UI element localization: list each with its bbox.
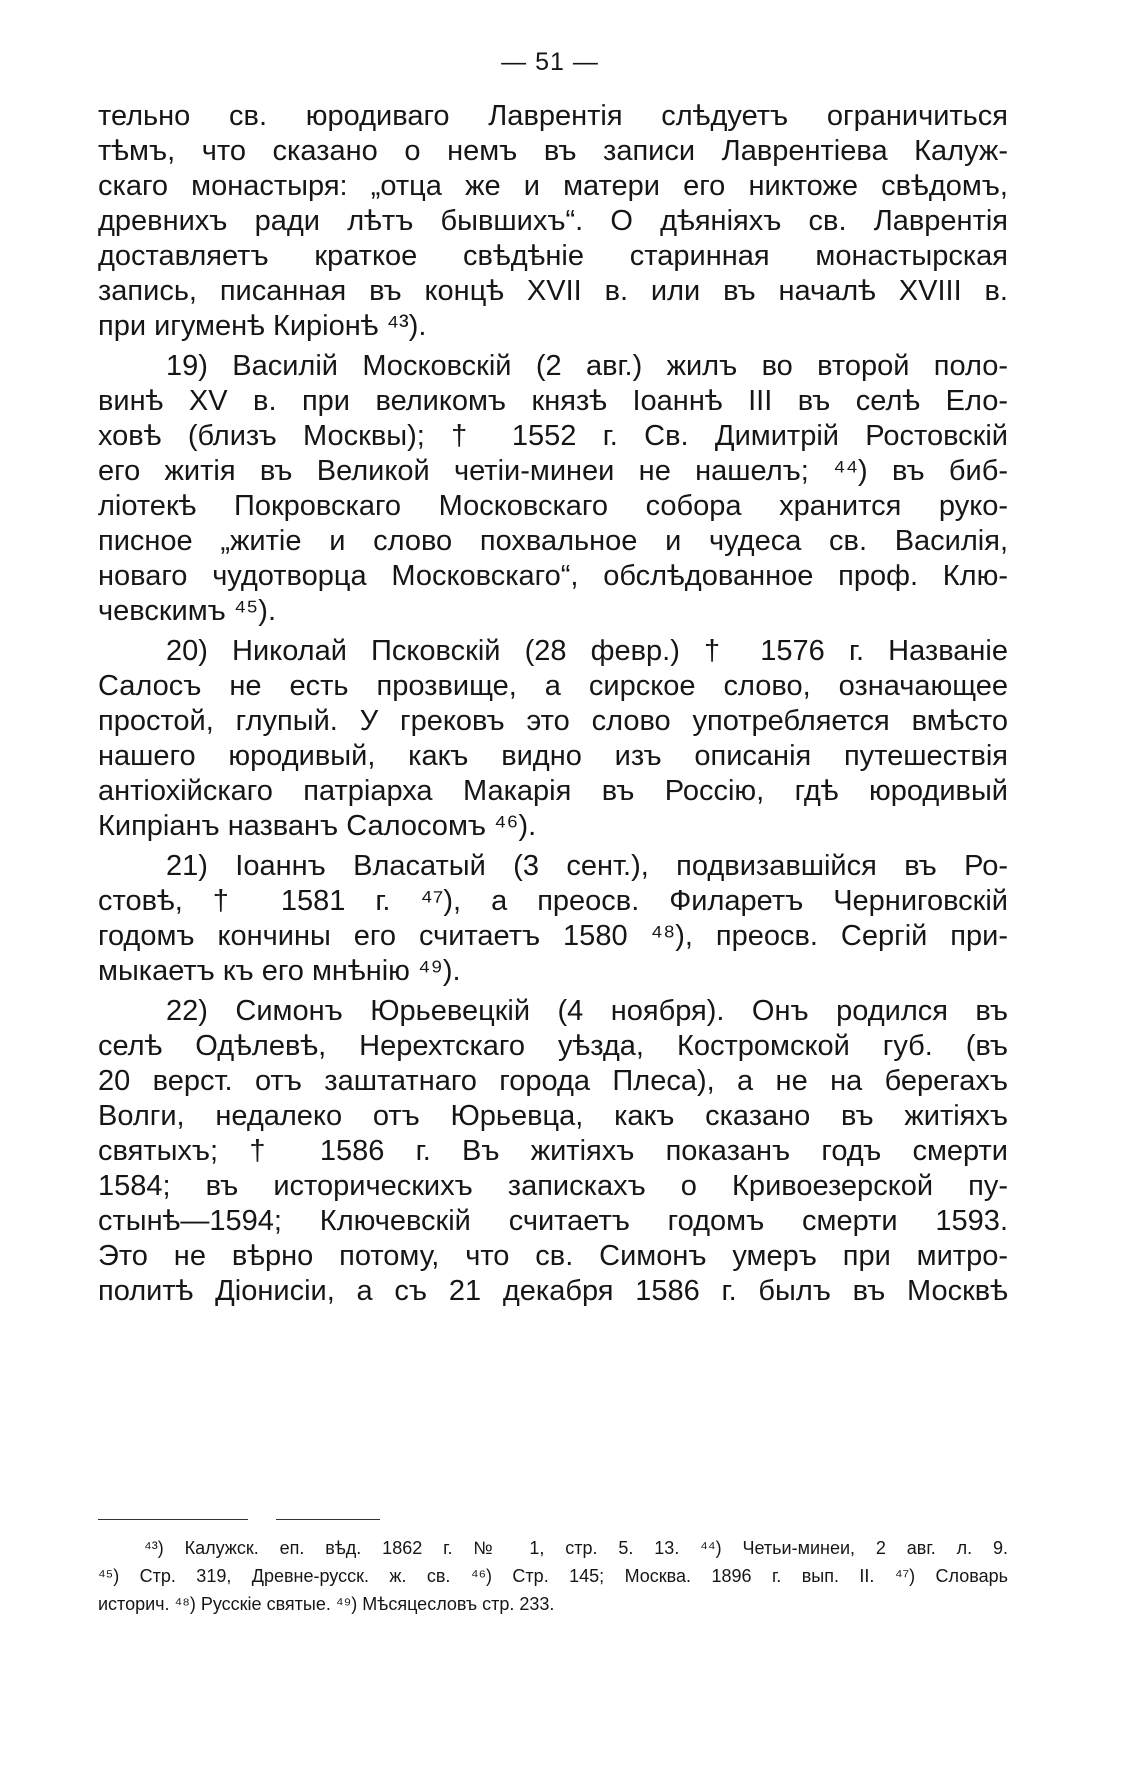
- text-line: Это не вѣрно потому, что св. Симонъ умеръ при митро-: [98, 1240, 1008, 1272]
- paragraph-start-line: 21) Іоаннъ Власатый (3 сент.), подвизавшійся въ Ро-: [166, 850, 1008, 882]
- text-line: винѣ XV в. при великомъ князѣ Іоаннѣ III въ селѣ Ело-: [98, 385, 1008, 417]
- paragraph-start-line: 22) Симонъ Юрьевецкій (4 ноября). Онъ родился въ: [166, 995, 1008, 1027]
- text-line: писное „житіе и слово похвальное и чудеса св. Василія,: [98, 525, 1008, 557]
- text-line: тельно св. юродиваго Лаврентія слѣдуетъ ограничиться: [98, 100, 1008, 132]
- text-line: стовѣ, † 1581 г. ⁴⁷), а преосв. Филаретъ Черниговскій: [98, 885, 1008, 917]
- footnote-line: ⁴³) Калужск. еп. вѣд. 1862 г. № 1, стр. 5. 13. ⁴⁴) Четьи-минеи, 2 авг. л. 9.: [144, 1538, 1008, 1558]
- text-line: его житія въ Великой четіи-минеи не нашелъ; ⁴⁴) въ биб-: [98, 455, 1008, 487]
- footnote-line: историч. ⁴⁸) Русскіе святые. ⁴⁹) Мѣсяцесловъ стр. 233.: [98, 1594, 555, 1614]
- footnote-line: ⁴⁵) Стр. 319, Древне-русск. ж. св. ⁴⁶) Стр. 145; Москва. 1896 г. вып. II. ⁴⁷) Словарь: [98, 1566, 1008, 1586]
- paragraph-start-line: 20) Николай Псковскій (28 февр.) † 1576 г. Названіе: [166, 635, 1008, 667]
- text-line: новаго чудотворца Московскаго“, обслѣдованное проф. Клю-: [98, 560, 1008, 592]
- text-line: ховѣ (близъ Москвы); † 1552 г. Св. Димитрій Ростовскій: [98, 420, 1008, 452]
- text-line: 20 верст. отъ заштатнаго города Плеса), а не на берегахъ: [98, 1065, 1008, 1097]
- footnote-divider: [98, 1519, 248, 1520]
- text-line: тѣмъ, что сказано о немъ въ записи Лаврентіева Калуж-: [98, 135, 1008, 167]
- text-line: мыкаетъ къ его мнѣнію ⁴⁹).: [98, 955, 461, 987]
- text-line: политѣ Діонисіи, а съ 21 декабря 1586 г. былъ въ Москвѣ: [98, 1275, 1008, 1307]
- footnote-divider: [276, 1519, 380, 1520]
- text-line: 1584; въ историческихъ запискахъ о Кривоезерской пу-: [98, 1170, 1008, 1202]
- text-line: чевскимъ ⁴⁵).: [98, 595, 277, 627]
- text-line: Кипріанъ названъ Салосомъ ⁴⁶).: [98, 810, 537, 842]
- text-line: нашего юродивый, какъ видно изъ описанія путешествія: [98, 740, 1008, 772]
- text-line: стынѣ—1594; Ключевскій считаетъ годомъ смерти 1593.: [98, 1205, 1008, 1237]
- text-line: скаго монастыря: „отца же и матери его никтоже свѣдомъ,: [98, 170, 1008, 202]
- text-line: годомъ кончины его считаетъ 1580 ⁴⁸), преосв. Сергій при-: [98, 920, 1008, 952]
- text-line: простой, глупый. У грековъ это слово употребляется вмѣсто: [98, 705, 1008, 737]
- text-line: антіохійскаго патріарха Макарія въ Россію, гдѣ юродивый: [98, 775, 1008, 807]
- text-line: при игуменѣ Киріонѣ ⁴³).: [98, 310, 427, 342]
- text-line: Волги, недалеко отъ Юрьевца, какъ сказано въ житіяхъ: [98, 1100, 1008, 1132]
- text-line: доставляетъ краткое свѣдѣніе старинная монастырская: [98, 240, 1008, 272]
- page-number: — 51 —: [501, 48, 599, 76]
- text-line: святыхъ; † 1586 г. Въ житіяхъ показанъ годъ смерти: [98, 1135, 1008, 1167]
- text-line: древнихъ ради лѣтъ бывшихъ“. О дѣяніяхъ св. Лаврентія: [98, 205, 1008, 237]
- paragraph-start-line: 19) Василій Московскій (2 авг.) жилъ во второй поло-: [166, 350, 1008, 382]
- text-line: Салосъ не есть прозвище, а сирское слово, означающее: [98, 670, 1008, 702]
- text-line: селѣ Одѣлевѣ, Нерехтскаго уѣзда, Костромской губ. (въ: [98, 1030, 1008, 1062]
- text-line: запись, писанная въ концѣ XVII в. или въ началѣ XVIII в.: [98, 275, 1008, 307]
- text-line: ліотекѣ Покровскаго Московскаго собора хранится руко-: [98, 490, 1008, 522]
